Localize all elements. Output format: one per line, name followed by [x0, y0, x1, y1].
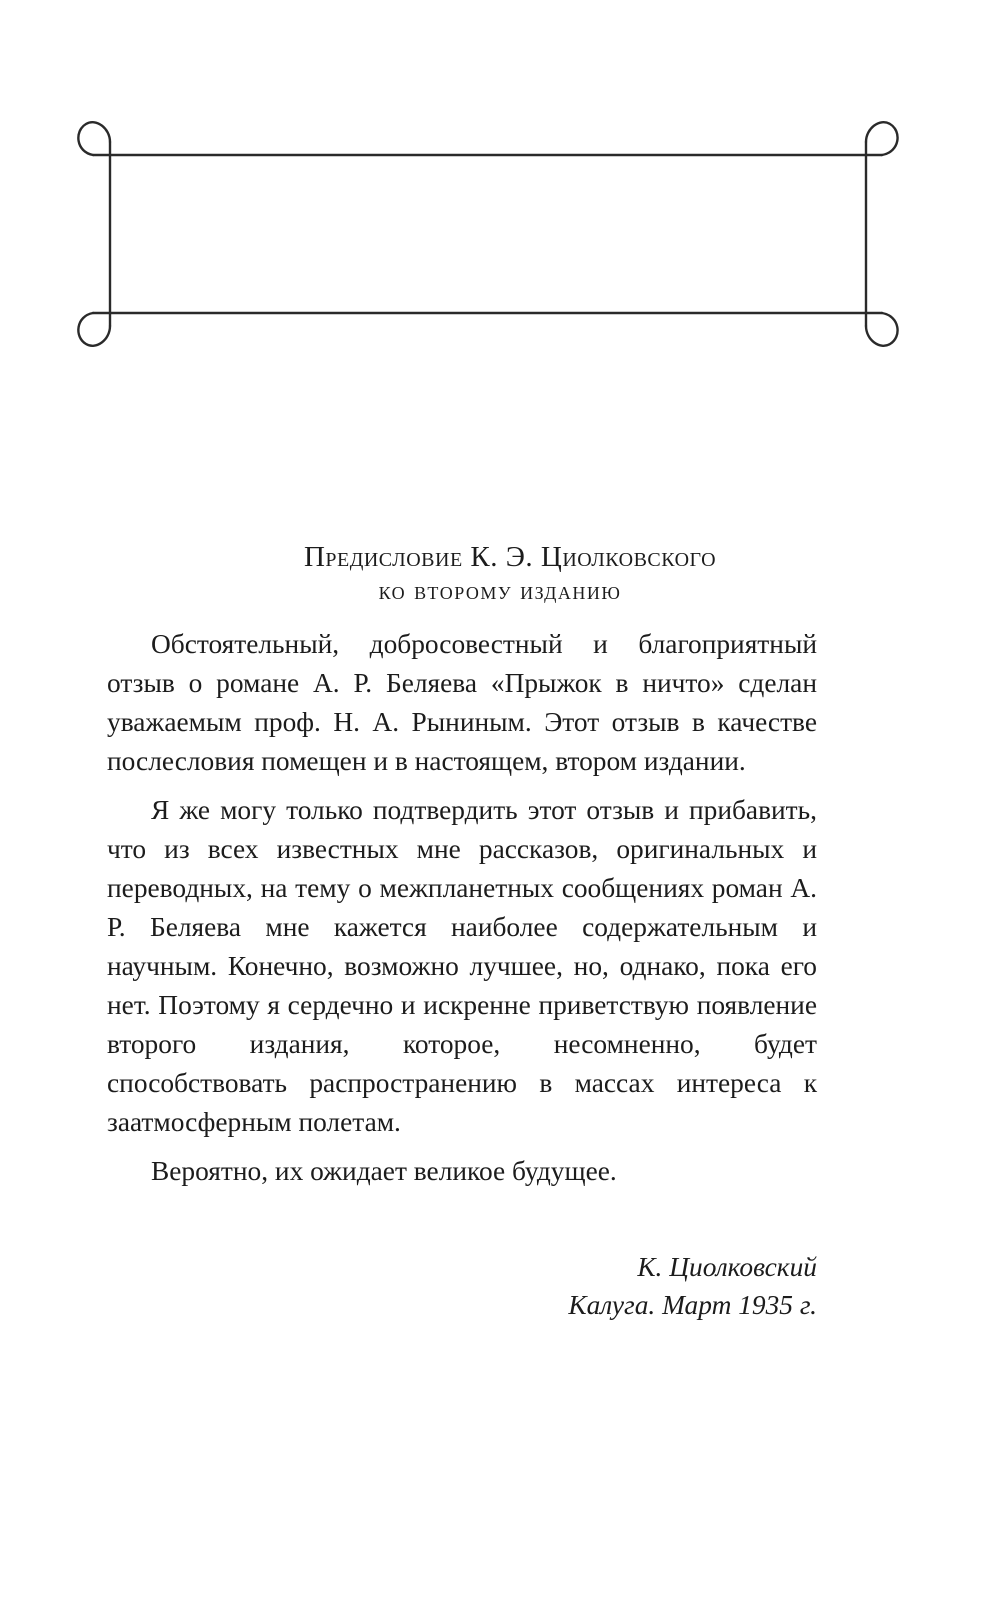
frame-curl-top-left — [78, 122, 110, 155]
signature-place-date: Калуга. Март 1935 г. — [568, 1290, 817, 1320]
paragraph-2: Я же могу только подтвердить этот отзыв и прибавить, что из всех известных мне рассказов, оригинальных и переводных, на тему о межпланетных сообщениях роман А. Р. Беляева мне кажется наиболее содержательным и научным. Конечно, возможно лучшее, но, однако, пока его нет. Поэтому я сердечно и искренне приветствую появление второго издания, которое, несомненно, будет способствовать распространению в массах интереса к заатмосферным полетам. — [107, 795, 817, 1137]
paragraph-3: Вероятно, их ожидает великое будущее. — [151, 1156, 617, 1186]
signature-block — [400, 1248, 817, 1324]
title-initials: К. Э. — [470, 541, 534, 573]
frame-curl-bottom-right — [866, 313, 898, 346]
title-line-1 — [120, 540, 900, 574]
title-prefix: Предисловие — [303, 541, 463, 573]
signature-author: К. Циолковский — [637, 1252, 817, 1282]
title-name: Циолковского — [540, 541, 717, 573]
decorative-frame — [0, 0, 1000, 400]
preface-body — [107, 625, 817, 1191]
paragraph-1: Обстоятельный, добросовестный и благоприятный отзыв о романе А. Р. Беляева «Прыжок в ничто» сделан уважаемым проф. Н. А. Рыниным. Этот отзыв в качестве послесловия помещен и в настоящем, втором издании. — [107, 629, 817, 776]
title-line-2: ко второму изданию — [378, 576, 622, 605]
chapter-title — [100, 540, 900, 608]
frame-curl-top-right — [866, 122, 898, 155]
frame-curl-bottom-left — [78, 313, 110, 346]
